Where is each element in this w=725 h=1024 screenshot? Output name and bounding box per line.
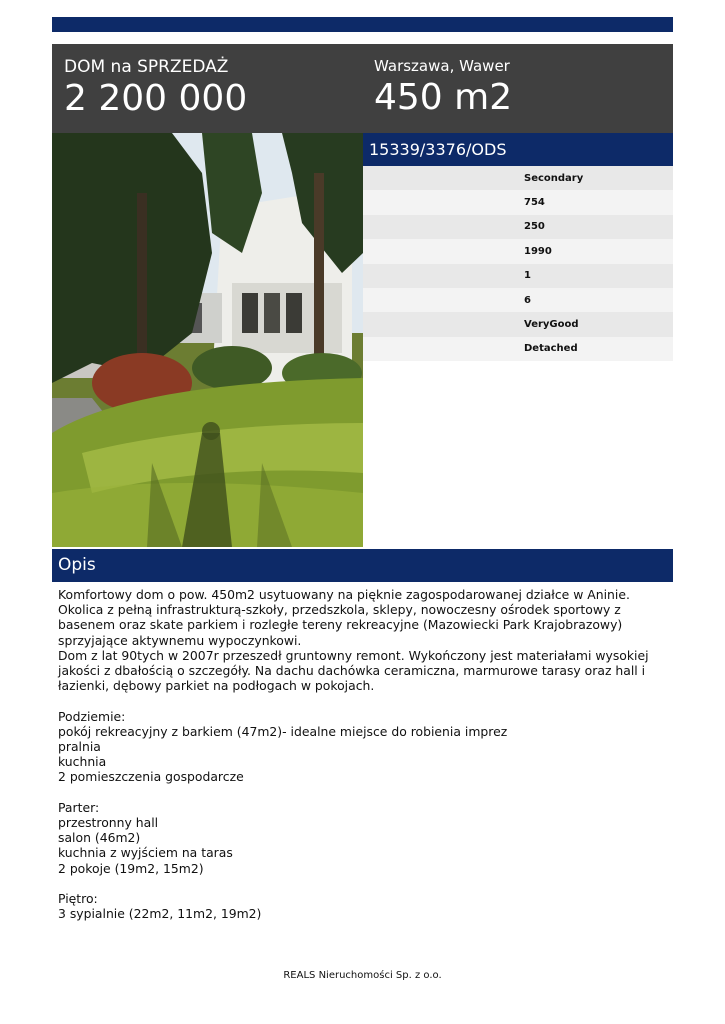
footer-company: REALS Nieruchomości Sp. z o.o. [283,970,442,981]
spec-row [363,337,673,361]
spec-row [363,215,673,239]
property-price: 2 200 000 [64,78,248,119]
spec-value: VeryGood [524,319,579,331]
description-body [58,587,668,921]
spec-row [363,190,673,214]
spec-row [363,166,673,190]
listing-header [52,44,673,133]
spec-value: Detached [524,343,578,355]
spec-row [363,312,673,336]
spec-value: 250 [524,221,545,233]
spec-table [363,166,673,361]
reference-number: 15339/3376/ODS [363,133,673,166]
top-accent-bar [52,17,673,32]
description-heading: Opis [52,549,673,582]
header-right [374,56,512,119]
description-text: Komfortowy dom o pow. 450m2 usytuowany na pięknie zagospodarowanej działce w Aninie. Okolica z pełną infrastrukturą-szkoły, przedszkola, sklepy, nowoczesny ośrodek sportowy z basenem oraz skate parkiem i rozległe tereny rekreacyjne (Mazowiecki Park Krajobrazowy) sprzyjające aktywnemu wypoczynkowi. Dom z lat 90tych w 2007r przeszedł gruntowny remont. Wykończony jest materiałami wysokiej jakości z dbałością o szczegóły. Na dachu dachówka ceramiczna, marmurowe tarasy oraz hall i łazienki, dębowy parkiet na podłogach w pokojach. Podziemie: pokój rekreacyjny z barkiem (47m2)- idealne miejsce do robienia imprez pralnia kuchnia 2 pomieszczenia gospodarcze Parter: przestronny hall salon (46m2) kuchnia z wyjściem na taras 2 pokoje (19m2, 15m2) Piętro: 3 sypialnie (22m2, 11m2, 19m2) [58,587,649,922]
spec-value: 1990 [524,245,552,257]
header-left [64,56,247,120]
property-type: DOM na SPRZEDAŻ [64,57,229,77]
spec-value: 754 [524,197,545,209]
spec-value: 1 [524,270,531,282]
property-photo [52,133,363,547]
spec-value: 6 [524,294,531,306]
property-area: 450 m2 [374,77,513,118]
spec-value: Secondary [524,172,584,184]
spec-row [363,239,673,263]
property-location: Warszawa, Wawer [374,57,510,75]
spec-row [363,264,673,288]
spec-row [363,288,673,312]
